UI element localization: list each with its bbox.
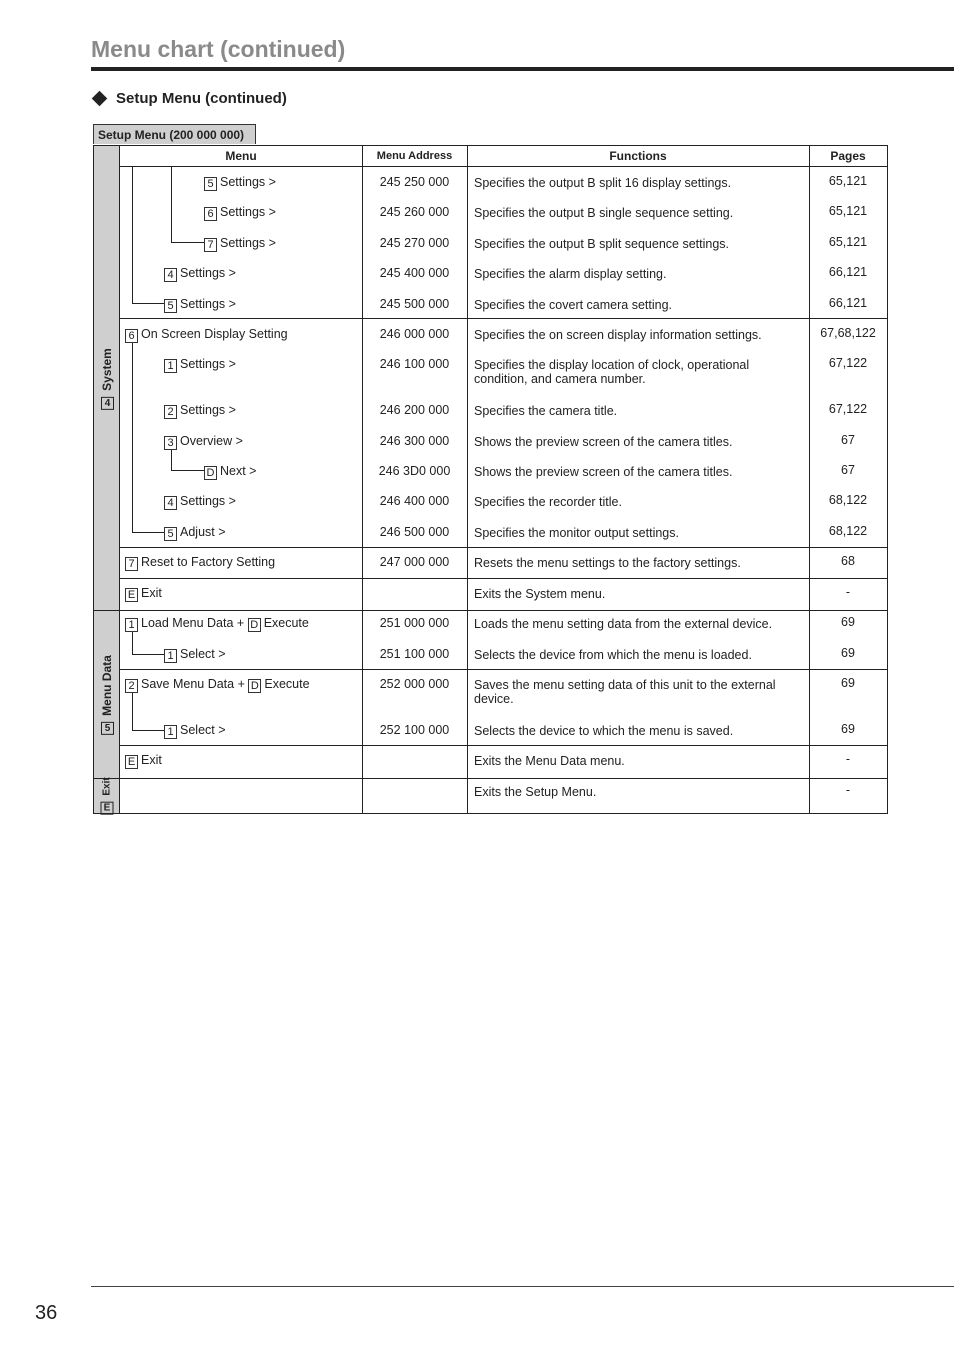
pages-ref: 66,121	[828, 296, 868, 310]
setup-menu-tab: Setup Menu (200 000 000)	[93, 124, 256, 144]
menu-item-label: Settings >	[220, 205, 276, 219]
menu-item-number: 1	[164, 725, 177, 739]
menu-item-label: Load Menu Data +	[141, 616, 245, 630]
pages-ref: 66,121	[828, 265, 868, 279]
menu-item	[164, 434, 243, 450]
menu-item-label: Execute	[264, 677, 310, 691]
function-text: Loads the menu setting data from the external device.	[474, 617, 773, 631]
menu-address: 245 400 000	[379, 266, 450, 280]
menu-item-label: Save Menu Data +	[141, 677, 245, 691]
function-text: Specifies the recorder title.	[474, 495, 622, 509]
function-text: Selects the device from which the menu is loaded.	[474, 648, 752, 662]
menu-item	[164, 723, 226, 739]
section-system	[94, 146, 120, 611]
menu-address: 251 100 000	[379, 647, 450, 661]
diamond-bullet-icon	[92, 91, 108, 107]
menu-item-number: D	[248, 618, 261, 632]
menu-item-label: Settings >	[220, 175, 276, 189]
menu-item	[125, 753, 162, 769]
pages-ref: 69	[841, 646, 855, 660]
menu-item	[125, 555, 275, 571]
menu-address: 245 260 000	[379, 205, 450, 219]
menu-item-label: Exit	[141, 586, 162, 600]
section-exit-num: E	[100, 802, 113, 815]
menu-address: 246 300 000	[379, 434, 450, 448]
menu-address: 246 3D0 000	[378, 464, 451, 478]
function-text: Specifies the camera title.	[474, 404, 618, 418]
menu-item-number: 3	[164, 436, 177, 450]
pages-ref: 65,121	[828, 235, 868, 249]
function-text: Exits the Menu Data menu.	[474, 754, 625, 768]
function-text: Specifies the alarm display setting.	[474, 267, 667, 281]
menu-item-number: 4	[164, 268, 177, 282]
menu-item-label: Settings >	[180, 297, 236, 311]
function-text: Resets the menu settings to the factory settings.	[474, 556, 741, 570]
row-divider	[120, 745, 887, 746]
pages-ref: 67	[841, 433, 855, 447]
menu-item-number: 6	[204, 207, 217, 221]
pages-ref: 67,68,122	[820, 326, 876, 340]
function-text: Selects the device to which the menu is saved.	[474, 724, 734, 738]
tree-connector	[132, 630, 164, 655]
pages-ref: 67,122	[828, 402, 868, 416]
tree-connector	[132, 338, 164, 533]
section-menu-data-text: Menu Data	[99, 655, 114, 716]
pages-ref: -	[845, 752, 851, 766]
section-heading	[91, 90, 287, 107]
menu-address: 252 100 000	[379, 723, 450, 737]
section-menu-data-num: 5	[100, 722, 113, 735]
function-text: Specifies the monitor output settings.	[474, 526, 679, 540]
tree-connector	[171, 167, 204, 243]
menu-item	[164, 525, 226, 541]
row-divider	[120, 318, 887, 319]
menu-address: 247 000 000	[379, 555, 450, 569]
menu-item-number: 2	[125, 679, 138, 693]
column-header-functions: Functions	[609, 149, 667, 163]
menu-item-label: Next >	[220, 464, 257, 478]
column-header-pages: Pages	[830, 149, 866, 163]
pages-ref: 68,122	[828, 524, 868, 538]
menu-item-label: Settings >	[180, 403, 236, 417]
function-text: Exits the System menu.	[474, 587, 606, 601]
menu-item-number: 5	[164, 299, 177, 313]
menu-address: 246 400 000	[379, 494, 450, 508]
menu-item	[125, 677, 310, 693]
section-exit	[94, 779, 120, 813]
function-text: Specifies the output B split 16 display settings.	[474, 176, 732, 190]
menu-item-label: Exit	[141, 753, 162, 767]
menu-address: 246 000 000	[379, 327, 450, 341]
menu-address: 246 100 000	[379, 357, 450, 371]
menu-item	[204, 464, 256, 480]
function-text: Saves the menu setting data of this unit to the external device.	[474, 678, 776, 706]
function-text: Specifies the output B single sequence setting.	[474, 206, 734, 220]
menu-item-number: 1	[125, 618, 138, 632]
menu-chart-table	[93, 145, 888, 814]
pages-ref: 67	[841, 463, 855, 477]
pages-ref: -	[845, 783, 851, 797]
menu-address: 246 200 000	[379, 403, 450, 417]
pages-ref: 67,122	[828, 356, 868, 370]
function-text: Shows the preview screen of the camera titles.	[474, 435, 733, 449]
pages-ref: 68,122	[828, 493, 868, 507]
menu-item	[164, 647, 226, 663]
row-divider	[120, 578, 887, 579]
menu-item-label: Settings >	[180, 266, 236, 280]
menu-item	[164, 494, 236, 510]
pages-ref: 68	[841, 554, 855, 568]
menu-item-number: 7	[204, 238, 217, 252]
section-exit-label	[100, 777, 113, 814]
tree-connector	[171, 447, 204, 471]
menu-item-label: Reset to Factory Setting	[141, 555, 276, 569]
tree-connector	[132, 167, 164, 304]
menu-item	[125, 586, 162, 602]
menu-address: 251 000 000	[379, 616, 450, 630]
column-divider	[467, 146, 468, 813]
row-divider	[120, 547, 887, 548]
menu-item	[164, 266, 236, 282]
menu-address: 245 270 000	[379, 236, 450, 250]
menu-address: 245 250 000	[379, 175, 450, 189]
section-menu-data	[94, 611, 120, 779]
menu-item-label: Settings >	[180, 357, 236, 371]
menu-item	[164, 297, 236, 313]
footer-rule	[91, 1286, 954, 1287]
menu-item-number: 6	[125, 329, 138, 343]
pages-ref: -	[845, 585, 851, 599]
menu-item	[164, 403, 236, 419]
column-header-address: Menu Address	[376, 150, 453, 162]
menu-item-number: D	[248, 679, 261, 693]
menu-item-number: D	[204, 466, 217, 480]
menu-address: 245 500 000	[379, 297, 450, 311]
menu-item-number: 7	[125, 557, 138, 571]
menu-item-label: Select >	[180, 723, 226, 737]
column-header-menu: Menu	[225, 149, 257, 163]
section-menu-data-label	[100, 655, 114, 735]
function-text: Specifies the on screen display information settings.	[474, 328, 762, 342]
row-divider	[120, 669, 887, 670]
menu-item	[125, 327, 288, 343]
menu-item-number: 1	[164, 649, 177, 663]
menu-item	[164, 357, 236, 373]
section-divider	[94, 610, 887, 611]
function-text: Exits the Setup Menu.	[474, 785, 597, 799]
menu-item-label: On Screen Display Setting	[141, 327, 288, 341]
section-divider	[94, 778, 887, 779]
menu-item-number: 2	[164, 405, 177, 419]
section-heading-text: Setup Menu (continued)	[116, 90, 287, 107]
menu-item-number: 4	[164, 496, 177, 510]
title-rule	[91, 67, 954, 71]
menu-item-number: 1	[164, 359, 177, 373]
function-text: Specifies the covert camera setting.	[474, 298, 673, 312]
pages-ref: 69	[841, 676, 855, 690]
pages-ref: 65,121	[828, 204, 868, 218]
section-exit-text: Exit	[101, 777, 112, 796]
function-text: Specifies the display location of clock, operational condition, and camera number.	[474, 358, 750, 386]
menu-item-number: 5	[204, 177, 217, 191]
menu-item-label: Settings >	[180, 494, 236, 508]
menu-item	[204, 236, 276, 252]
menu-address: 252 000 000	[379, 677, 450, 691]
menu-item-label: Select >	[180, 647, 226, 661]
function-text: Specifies the output B split sequence settings.	[474, 237, 730, 251]
menu-item-number: 5	[164, 527, 177, 541]
menu-item-number: E	[125, 755, 138, 769]
menu-item-label: Adjust >	[180, 525, 226, 539]
function-text: Shows the preview screen of the camera titles.	[474, 465, 733, 479]
menu-item-label: Overview >	[180, 434, 243, 448]
menu-item	[204, 175, 276, 191]
menu-item-number: E	[125, 588, 138, 602]
pages-ref: 65,121	[828, 174, 868, 188]
pages-ref: 69	[841, 722, 855, 736]
tree-connector	[132, 691, 164, 731]
menu-address: 246 500 000	[379, 525, 450, 539]
menu-item	[125, 616, 309, 632]
pages-ref: 69	[841, 615, 855, 629]
menu-item	[204, 205, 276, 221]
row-divider	[120, 166, 887, 167]
section-system-text: System	[99, 347, 114, 391]
page-title: Menu chart (continued)	[91, 36, 346, 62]
page-number: 36	[35, 1302, 58, 1324]
menu-item-label: Execute	[263, 616, 309, 630]
section-system-num: 4	[100, 396, 113, 409]
section-system-label	[100, 348, 114, 410]
menu-item-label: Settings >	[220, 236, 276, 250]
